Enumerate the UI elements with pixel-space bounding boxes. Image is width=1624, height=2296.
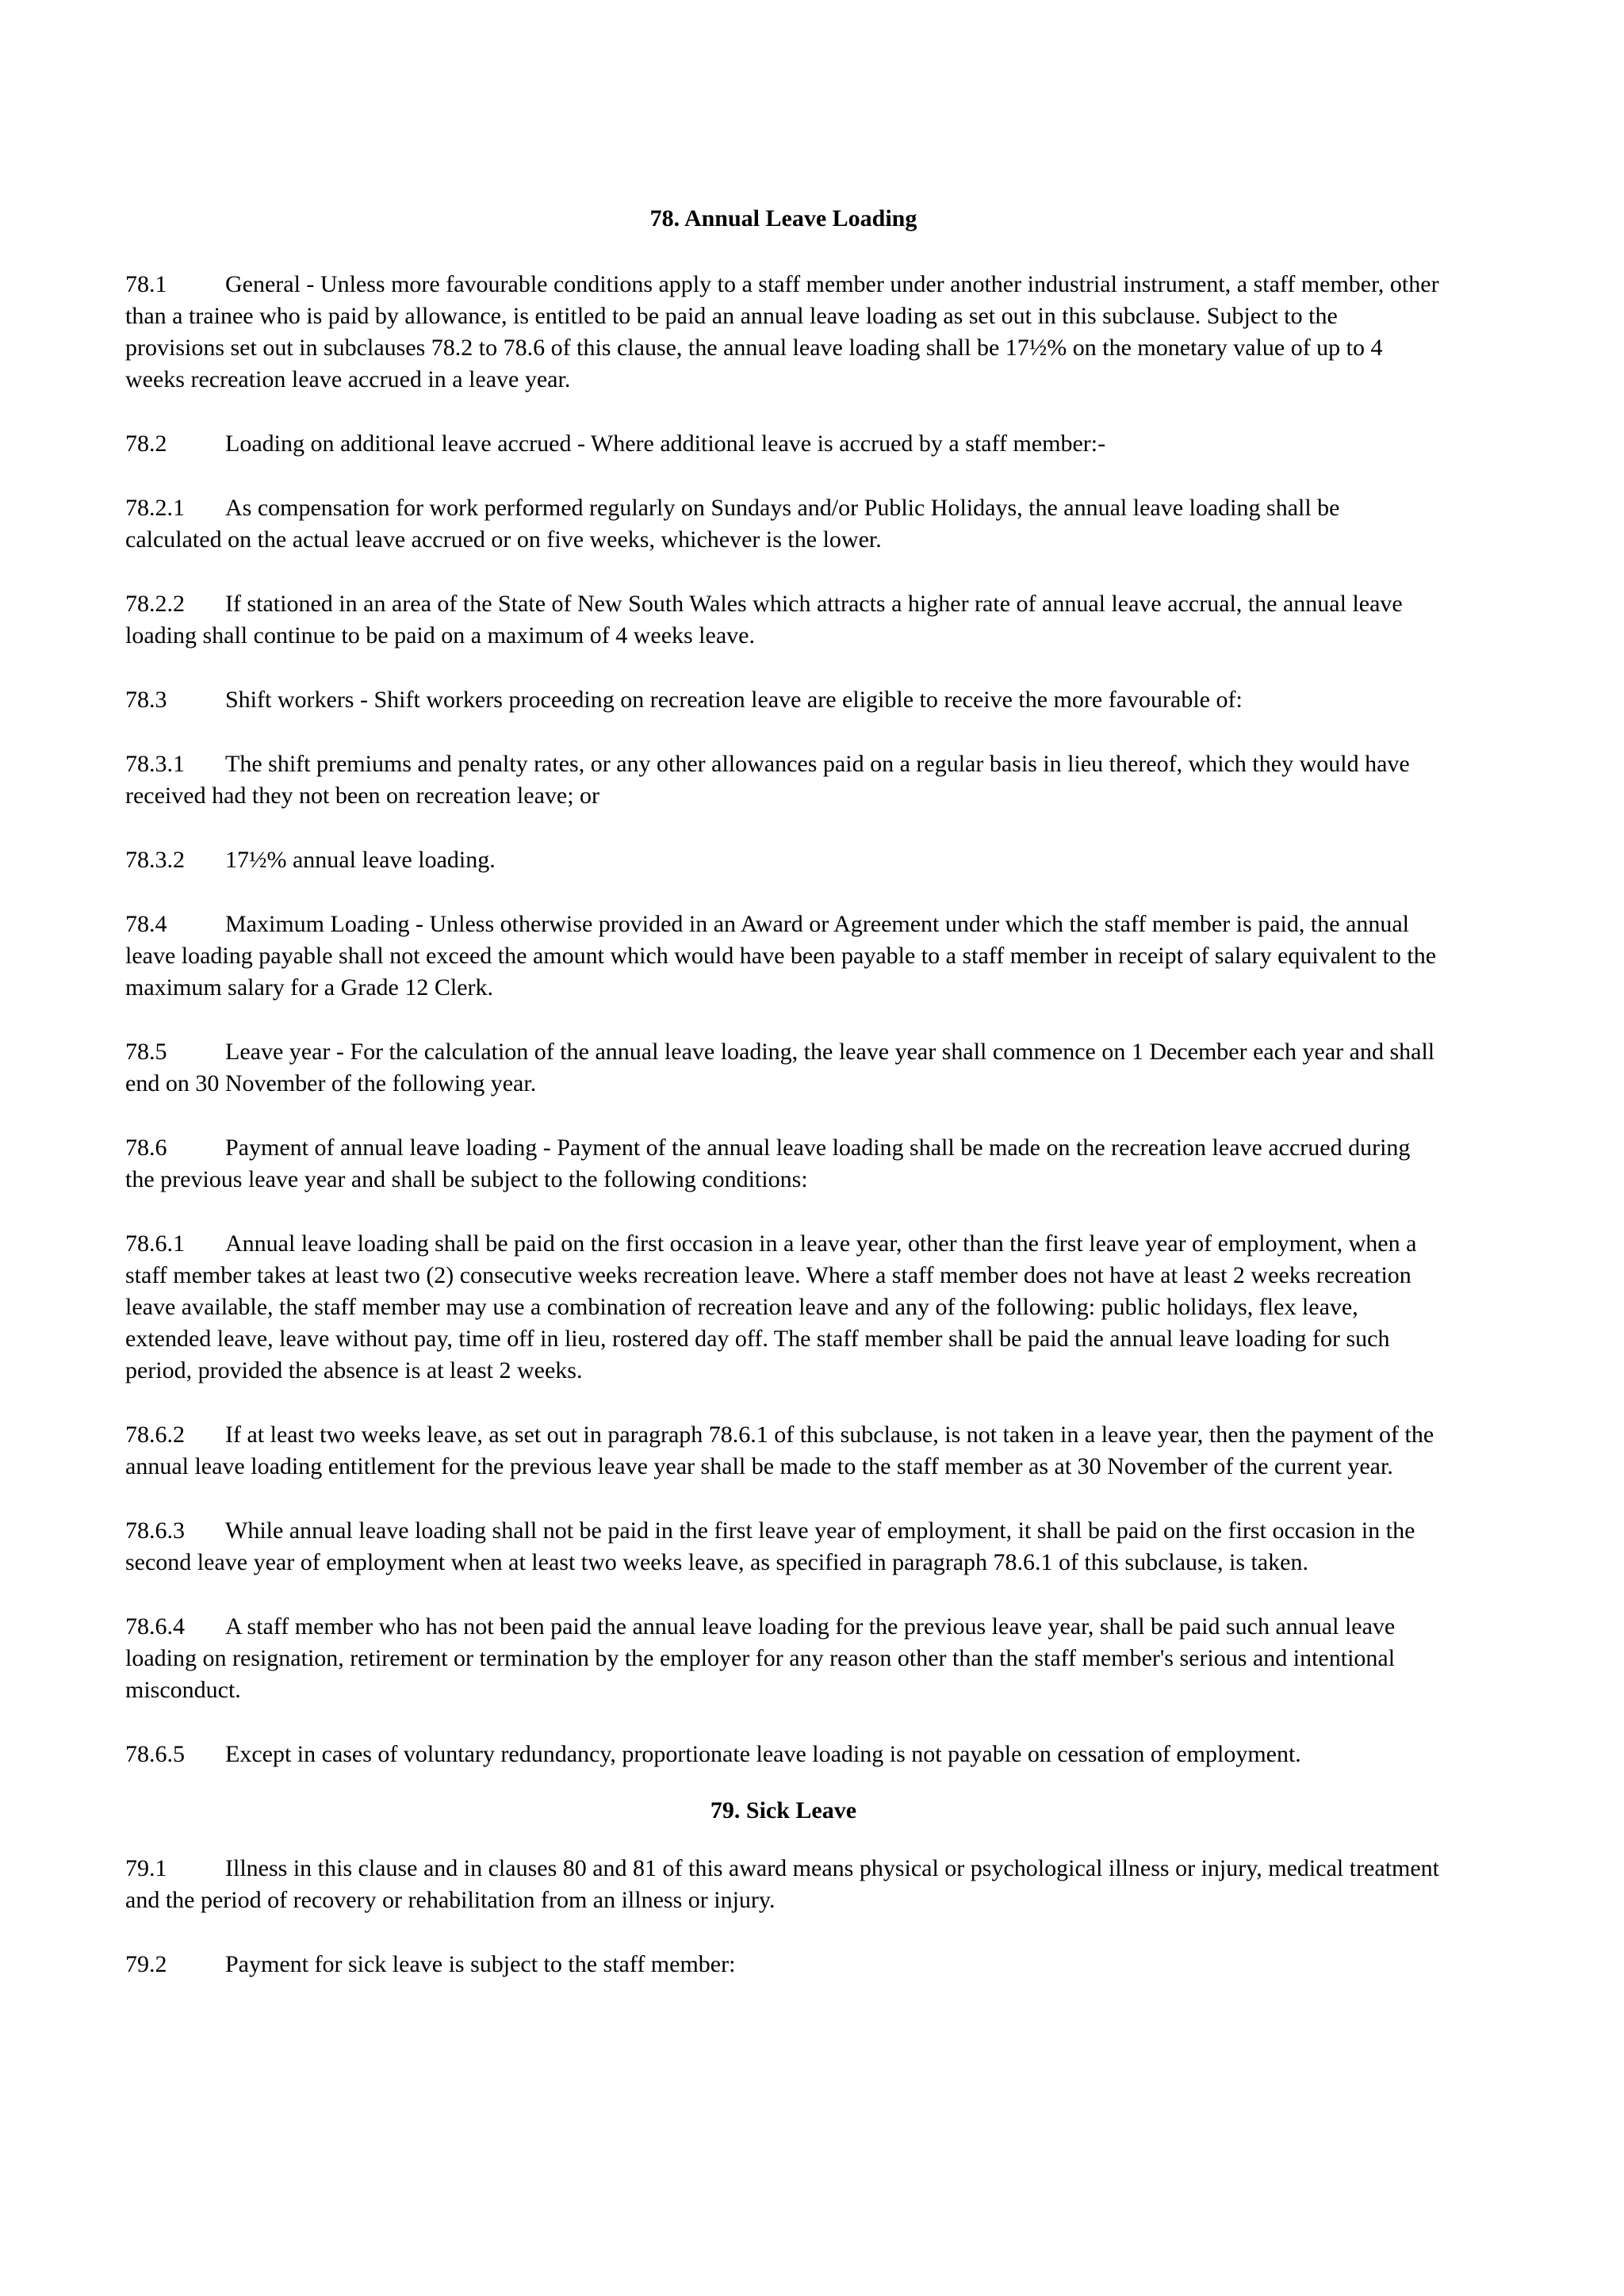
paragraph-78-3: [125, 684, 1442, 716]
paragraph-78-1: [125, 269, 1442, 396]
paragraph-79-2: [125, 1949, 1442, 1980]
paragraph-number: 78.6.1: [125, 1230, 185, 1257]
paragraph-78-6-2: [125, 1419, 1442, 1483]
paragraph-78-2-2: [125, 588, 1442, 652]
paragraph-78-6-3: [125, 1515, 1442, 1578]
paragraph-78-6: [125, 1132, 1442, 1196]
paragraph-79-1: [125, 1853, 1442, 1916]
paragraph-78-6-5: [125, 1739, 1442, 1770]
paragraph-78-2-1: [125, 492, 1442, 556]
paragraph-number: 78.3: [125, 687, 167, 713]
paragraph-text: If stationed in an area of the State of New South Wales which attracts a higher rate of annual leave accrual, the annual leave loading shall continue to be paid on a maximum of 4 weeks leave.: [125, 591, 1403, 649]
paragraph-78-2: [125, 428, 1442, 460]
paragraph-number: 78.6.3: [125, 1517, 185, 1544]
paragraph-number: 78.3.1: [125, 751, 185, 777]
paragraph-number: 78.4: [125, 911, 167, 937]
paragraph-text: Annual leave loading shall be paid on the first occasion in a leave year, other than the first leave year of employment, when a staff member takes at least two (2) consecutive weeks recreation leave. Where a staff member does not have at least 2 weeks recreation leave available, the staff member may use a combination of recreation leave and any of the following: public holidays, flex leave, extended leave, leave without pay, time off in lieu, rostered day off. The staff member shall be paid the annual leave loading for such period, provided the absence is at least 2 weeks.: [125, 1230, 1417, 1383]
paragraph-text: Leave year - For the calculation of the annual leave loading, the leave year shall commence on 1 December each year and shall end on 30 November of the following year.: [125, 1039, 1435, 1096]
paragraph-text: While annual leave loading shall not be paid in the first leave year of employment, it shall be paid on the first occasion in the second leave year of employment when at least two weeks leave, as specified in paragraph 78.6.1 of this subclause, is taken.: [125, 1517, 1415, 1575]
paragraph-text: Payment for sick leave is subject to the staff member:: [225, 1951, 736, 1977]
paragraph-text: The shift premiums and penalty rates, or any other allowances paid on a regular basis in lieu thereof, which they would have received had they not been on recreation leave; or: [125, 751, 1410, 809]
paragraph-number: 78.2.2: [125, 591, 185, 617]
paragraph-number: 78.5: [125, 1039, 167, 1065]
paragraph-text: If at least two weeks leave, as set out in paragraph 78.6.1 of this subclause, is not taken in a leave year, then the payment of the annual leave loading entitlement for the previous leave year shall be made to the staff member as at 30 November of the current year.: [125, 1422, 1434, 1479]
paragraph-text: A staff member who has not been paid the annual leave loading for the previous leave year, shall be paid such annual leave loading on resignation, retirement or termination by the employer for any reason other than the staff member's serious and intentional misconduct.: [125, 1613, 1396, 1703]
clause-78-heading: 78. Annual Leave Loading: [649, 205, 917, 232]
paragraph-number: 79.2: [125, 1951, 167, 1977]
paragraph-text: Shift workers - Shift workers proceeding on recreation leave are eligible to receive the more favourable of:: [225, 687, 1243, 713]
paragraph-text: General - Unless more favourable conditions apply to a staff member under another industrial instrument, a staff member, other than a trainee who is paid by allowance, is entitled to be paid an annual leave loading as set out in this subclause. Subject to the provisions set out in subclauses 78.2 to 78.6 of this clause, the annual leave loading shall be 17½% on the monetary value of up to 4 weeks recreation leave accrued in a leave year.: [125, 271, 1439, 392]
paragraph-text: Illness in this clause and in clauses 80 and 81 of this award means physical or psychological illness or injury, medical treatment and the period of recovery or rehabilitation from an illness or injury.: [125, 1855, 1440, 1913]
paragraph-number: 78.3.2: [125, 847, 185, 873]
paragraph-text: Payment of annual leave loading - Payment of the annual leave loading shall be made on the recreation leave accrued during the previous leave year and shall be subject to the following conditions:: [125, 1135, 1411, 1192]
paragraph-78-3-1: [125, 748, 1442, 812]
paragraph-78-5: [125, 1036, 1442, 1100]
paragraph-number: 79.1: [125, 1855, 167, 1881]
paragraph-number: 78.6.4: [125, 1613, 185, 1640]
paragraph-number: 78.6: [125, 1135, 167, 1161]
paragraph-78-6-4: [125, 1611, 1442, 1706]
paragraph-number: 78.1: [125, 271, 167, 297]
paragraph-number: 78.2.1: [125, 495, 185, 521]
paragraph-text: Loading on additional leave accrued - Where additional leave is accrued by a staff member:-: [225, 430, 1106, 457]
document-page: [125, 203, 1442, 1980]
paragraph-number: 78.6.5: [125, 1741, 185, 1767]
paragraph-text: 17½% annual leave loading.: [225, 847, 496, 873]
paragraph-number: 78.6.2: [125, 1422, 185, 1448]
paragraph-number: 78.2: [125, 430, 167, 457]
paragraph-text: As compensation for work performed regularly on Sundays and/or Public Holidays, the annual leave loading shall be calculated on the actual leave accrued or on five weeks, whichever is the lower.: [125, 495, 1340, 553]
paragraph-78-6-1: [125, 1228, 1442, 1387]
clause-79-heading: 79. Sick Leave: [710, 1797, 857, 1823]
paragraph-text: Except in cases of voluntary redundancy, proportionate leave loading is not payable on cessation of employment.: [225, 1741, 1301, 1767]
paragraph-text: Maximum Loading - Unless otherwise provided in an Award or Agreement under which the staff member is paid, the annual leave loading payable shall not exceed the amount which would have been payable to a staff member in receipt of salary equivalent to the maximum salary for a Grade 12 Clerk.: [125, 911, 1437, 1001]
paragraph-78-3-2: [125, 844, 1442, 876]
paragraph-78-4: [125, 909, 1442, 1004]
